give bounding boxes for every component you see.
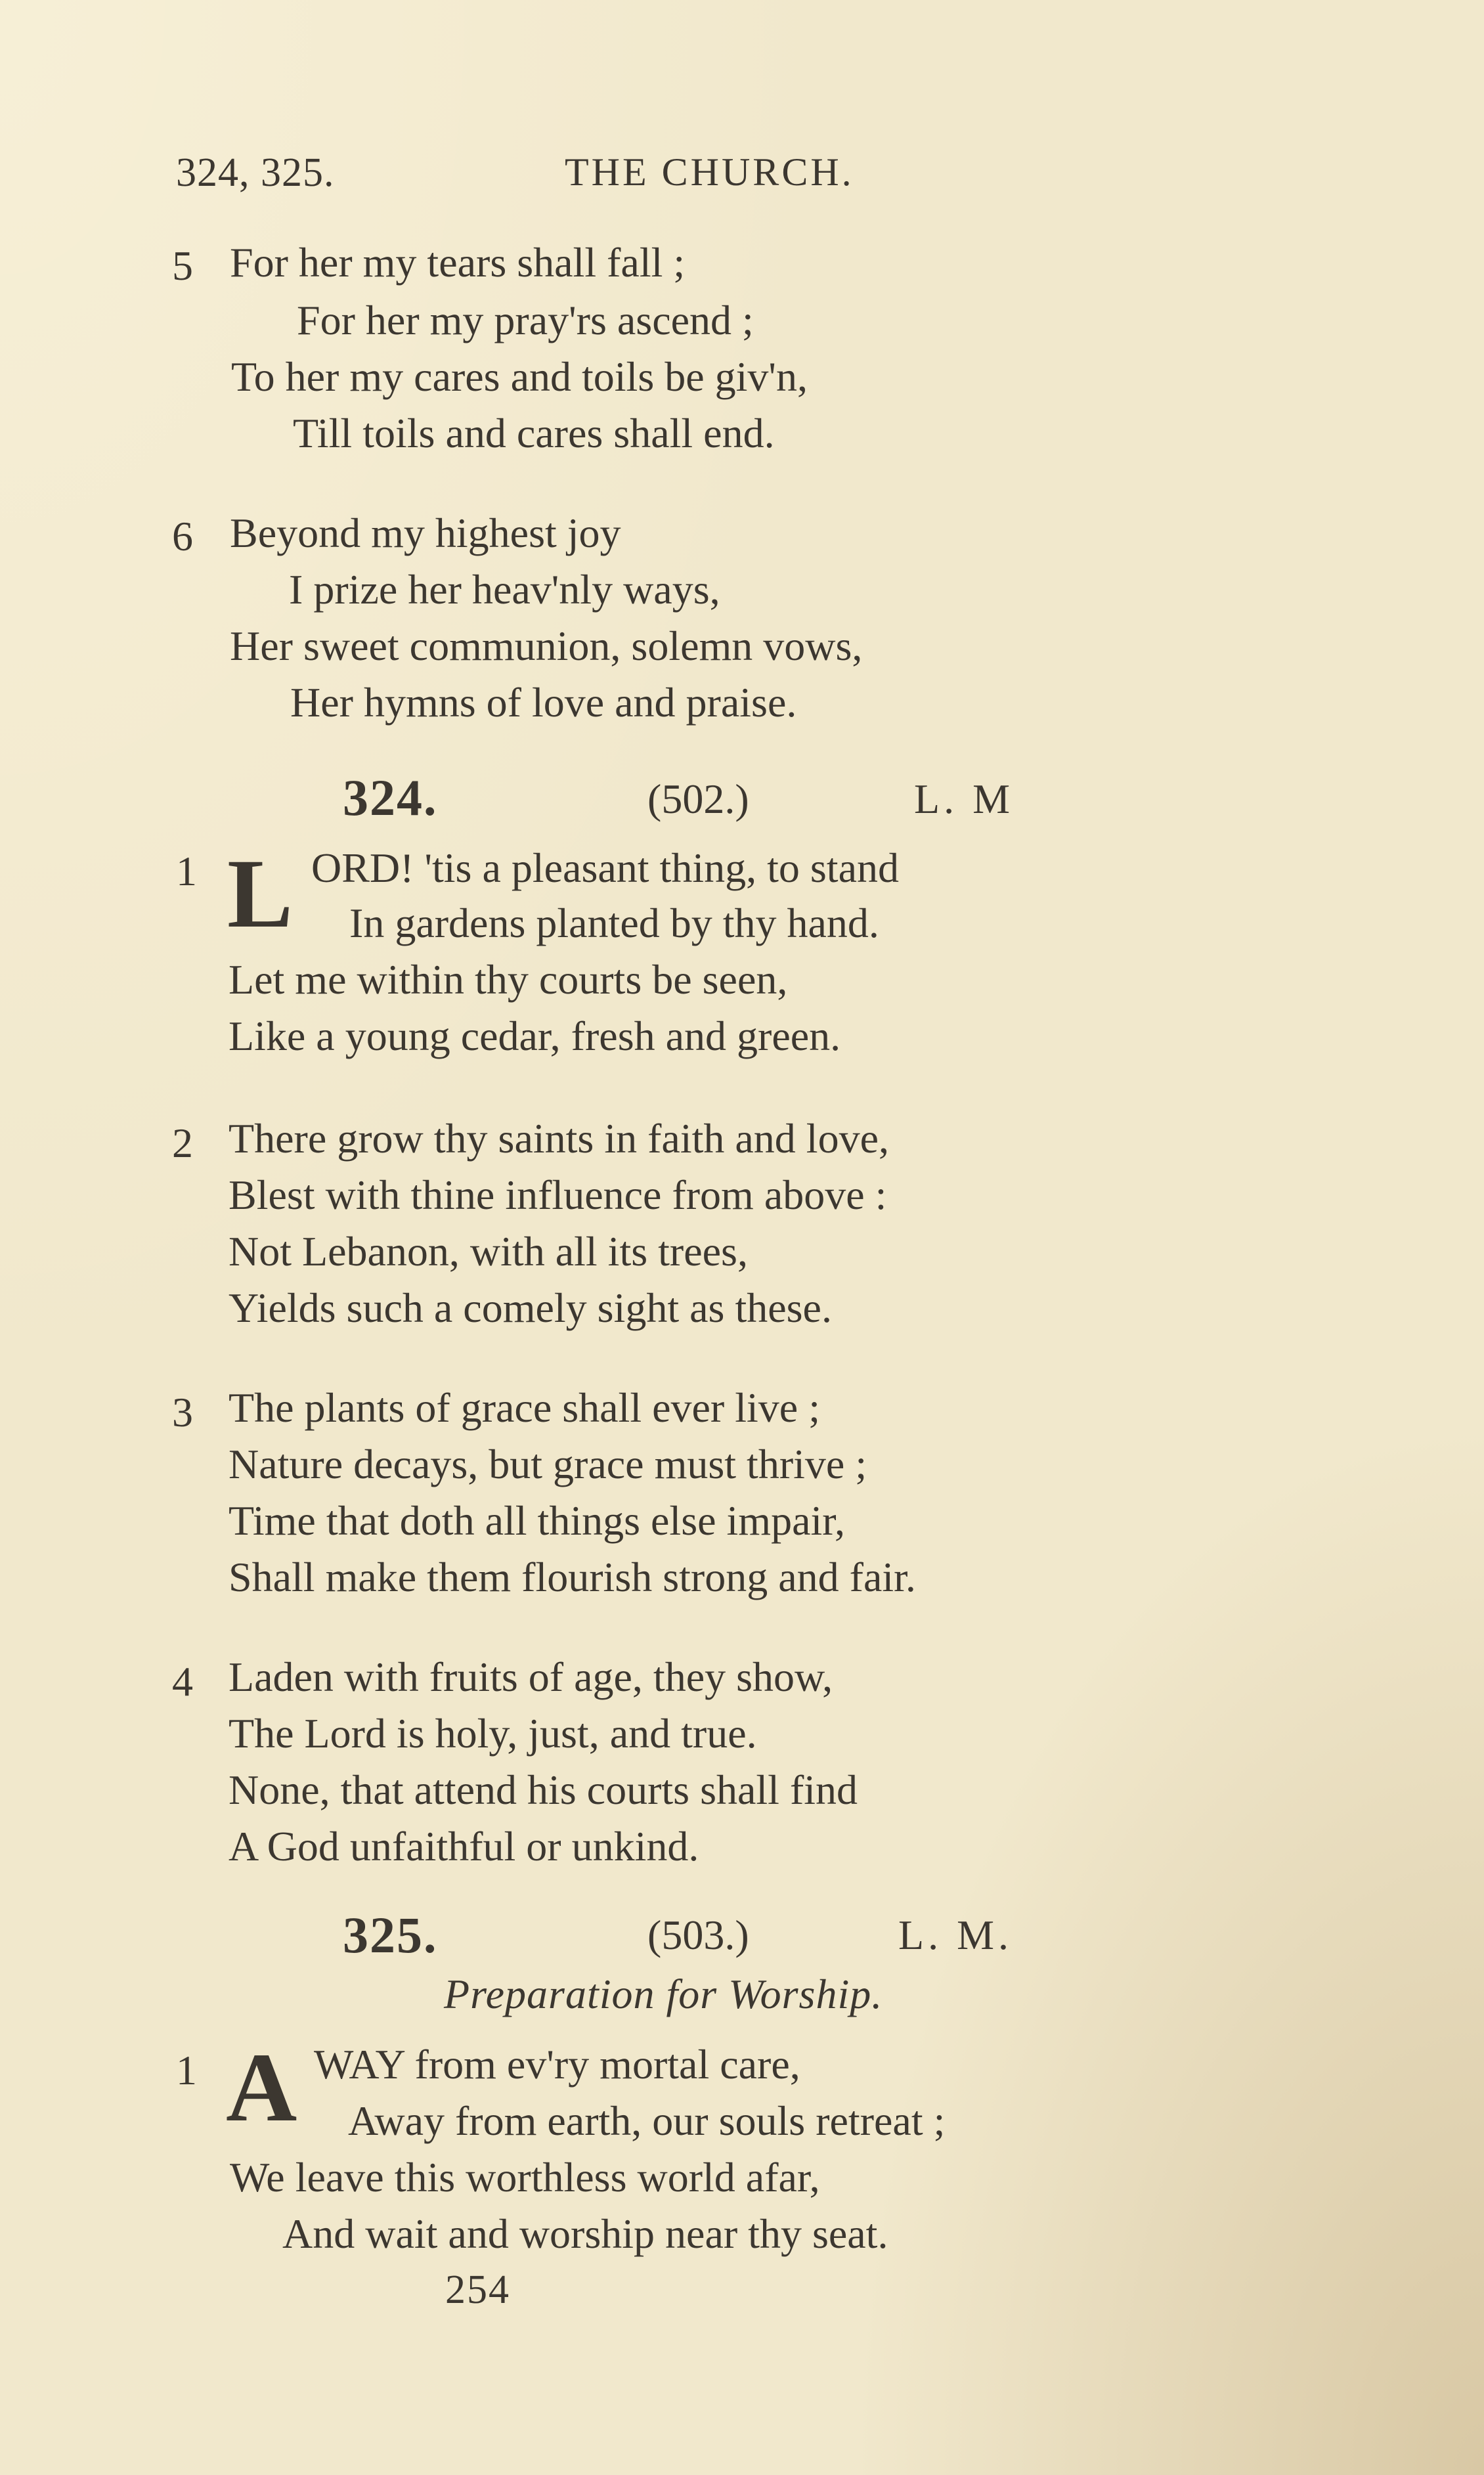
verse-line: For her my tears shall fall ; [230,239,686,286]
verse-line: Nature decays, but grace must thrive ; [229,1441,867,1487]
verse-line: Shall make them flourish strong and fair. [229,1554,916,1600]
verse-line: Away from earth, our souls retreat ; [348,2097,946,2144]
verse-line: WAY from ev'ry mortal care, [314,2041,800,2088]
verse-line: There grow thy saints in faith and love, [229,1115,889,1162]
verse-line: Her sweet communion, solemn vows, [230,623,863,669]
verse-line: A God unfaithful or unkind. [229,1823,699,1870]
verse-line: And wait and worship near thy seat. [282,2210,888,2257]
verse-number: 1 [176,848,197,894]
verse-line: Let me within thy courts be seen, [229,956,788,1003]
verse-line: We leave this worthless world afar, [230,2154,820,2201]
verse-number: 6 [172,513,193,559]
header-title: THE CHURCH. [565,150,854,194]
verse-line: In gardens planted by thy hand. [349,900,879,946]
verse-line: For her my pray'rs ascend ; [297,297,754,343]
verse-number: 5 [172,242,193,289]
drop-cap: L [227,839,294,948]
verse-line: Like a young cedar, fresh and green. [229,1013,841,1059]
verse-line: Laden with fruits of age, they show, [229,1654,833,1700]
verse-line: Till toils and cares shall end. [293,410,775,456]
verse-line: Time that doth all things else impair, [229,1497,845,1544]
verse-line: Blest with thine influence from above : [229,1172,887,1218]
header-hymn-range: 324, 325. [176,150,335,195]
verse-line: Not Lebanon, with all its trees, [229,1228,748,1275]
verse-number: 3 [172,1389,193,1435]
hymn-subtitle: Preparation for Worship. [444,1971,883,2017]
page-number: 254 [445,2267,510,2312]
verse-line: I prize her heav'nly ways, [289,566,720,613]
hymn-number: 324. [343,769,438,826]
tune-number: (502.) [647,776,749,822]
verse-line: Beyond my highest joy [230,510,621,556]
tune-number: (503.) [647,1912,749,1958]
verse-number: 2 [172,1120,193,1166]
verse-number: 4 [172,1658,193,1705]
verse-line: None, that attend his courts shall find [229,1766,858,1813]
meter: L. M. [898,1912,1013,1958]
verse-number: 1 [176,2047,197,2093]
verse-line: The Lord is holy, just, and true. [229,1710,757,1757]
verse-line: ORD! 'tis a pleasant thing, to stand [311,844,899,891]
verse-line: Yields such a comely sight as these. [229,1284,832,1331]
verse-line: To her my cares and toils be giv'n, [231,353,808,400]
drop-cap: A [226,2033,297,2142]
verse-line: Her hymns of love and praise. [290,679,797,726]
meter: L. M [914,776,1014,822]
verse-line: The plants of grace shall ever live ; [229,1384,820,1431]
hymn-number: 325. [343,1906,438,1963]
